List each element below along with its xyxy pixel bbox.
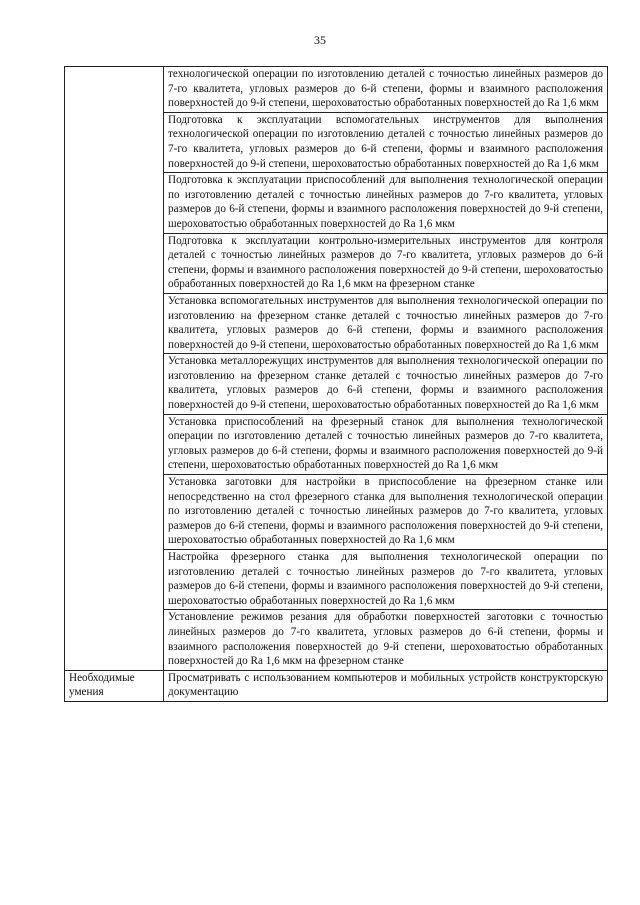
skill-item: Просматривать с использованием компьютеров и мобильных устройств конструкторскую документацию: [164, 670, 608, 701]
action-item: Установка заготовки для настройки в приспособление на фрезерном станке или непосредственно на стол фрезерного станка для выполнения технологической операции по изготовлению деталей с точностью линейных размеров до 7-го квалитета, угловых размеров до 6-й степени, формы и взаимного расположения поверхностей до 9-й степени, шероховатостью обработанных поверхностей до Ra 1,6 мкм: [164, 475, 608, 550]
table-row: [65, 67, 608, 113]
table-row: [65, 670, 608, 701]
action-item: Подготовка к эксплуатации вспомогательных инструментов для выполнения технологической операции по изготовлению деталей с точностью линейных размеров до 7-го квалитета, угловых размеров до 6-й степени, формы и взаимного расположения поверхностей до 9-й степени, шероховатостью обработанных поверхностей до Ra 1,6 мкм: [164, 112, 608, 172]
action-item: Установка вспомогательных инструментов для выполнения технологической операции по изготовлению на фрезерном станке деталей с точностью линейных размеров до 7-го квалитета, угловых размеров до 6-й степени, формы и взаимного расположения поверхностей до 9-й степени, шероховатостью обработанных поверхностей до Ra 1,6 мкм: [164, 293, 608, 353]
action-item: технологической операции по изготовлению деталей с точностью линейных размеров до 7-го квалитета, угловых размеров до 6-й степени, формы и взаимного расположения поверхностей до 9-й степени, шероховатостью обработанных поверхностей до Ra 1,6 мкм: [164, 67, 608, 113]
labor-functions-table: [64, 66, 608, 702]
action-item: Подготовка к эксплуатации контрольно-измерительных инструментов для контроля деталей с точностью линейных размеров до 7-го квалитета, угловых размеров до 6-й степени, формы и взаимного расположения поверхностей до 9-й степени, шероховатостью обработанных поверхностей до Ra 1,6 мкм на фрезерном станке: [164, 233, 608, 293]
action-item: Настройка фрезерного станка для выполнения технологической операции по изготовлению деталей с точностью линейных размеров до 7-го квалитета, угловых размеров до 6-й степени, формы и взаимного расположения поверхностей до 9-й степени, шероховатостью обработанных поверхностей до Ra 1,6 мкм: [164, 550, 608, 610]
empty-label-cell: [65, 67, 164, 671]
page-number: 35: [314, 33, 326, 47]
action-item: Установление режимов резания для обработки поверхностей заготовки с точностью линейных размеров до 7-го квалитета, угловых размеров до 6-й степени, формы и взаимного расположения поверхностей до 9-й степени, шероховатостью обработанных поверхностей до Ra 1,6 мкм на фрезерном станке: [164, 610, 608, 670]
action-item: Подготовка к эксплуатации приспособлений для выполнения технологической операции по изготовлению деталей с точностью линейных размеров до 7-го квалитета, угловых размеров до 6-й степени, формы и взаимного расположения поверхностей до 9-й степени, шероховатостью обработанных поверхностей до Ra 1,6 мкм: [164, 173, 608, 233]
skills-label: Необходимые умения: [65, 670, 164, 701]
action-item: Установка металлорежущих инструментов для выполнения технологической операции по изготовлению на фрезерном станке деталей с точностью линейных размеров до 7-го квалитета, угловых размеров до 6-й степени, формы и взаимного расположения поверхностей до 9-й степени, шероховатостью обработанных поверхностей до Ra 1,6 мкм: [164, 354, 608, 414]
action-item: Установка приспособлений на фрезерный станок для выполнения технологической операции по изготовлению деталей с точностью линейных размеров до 7-го квалитета, угловых размеров до 6-й степени, формы и взаимного расположения поверхностей до 9-й степени, шероховатостью обработанных поверхностей до Ra 1,6 мкм: [164, 414, 608, 474]
